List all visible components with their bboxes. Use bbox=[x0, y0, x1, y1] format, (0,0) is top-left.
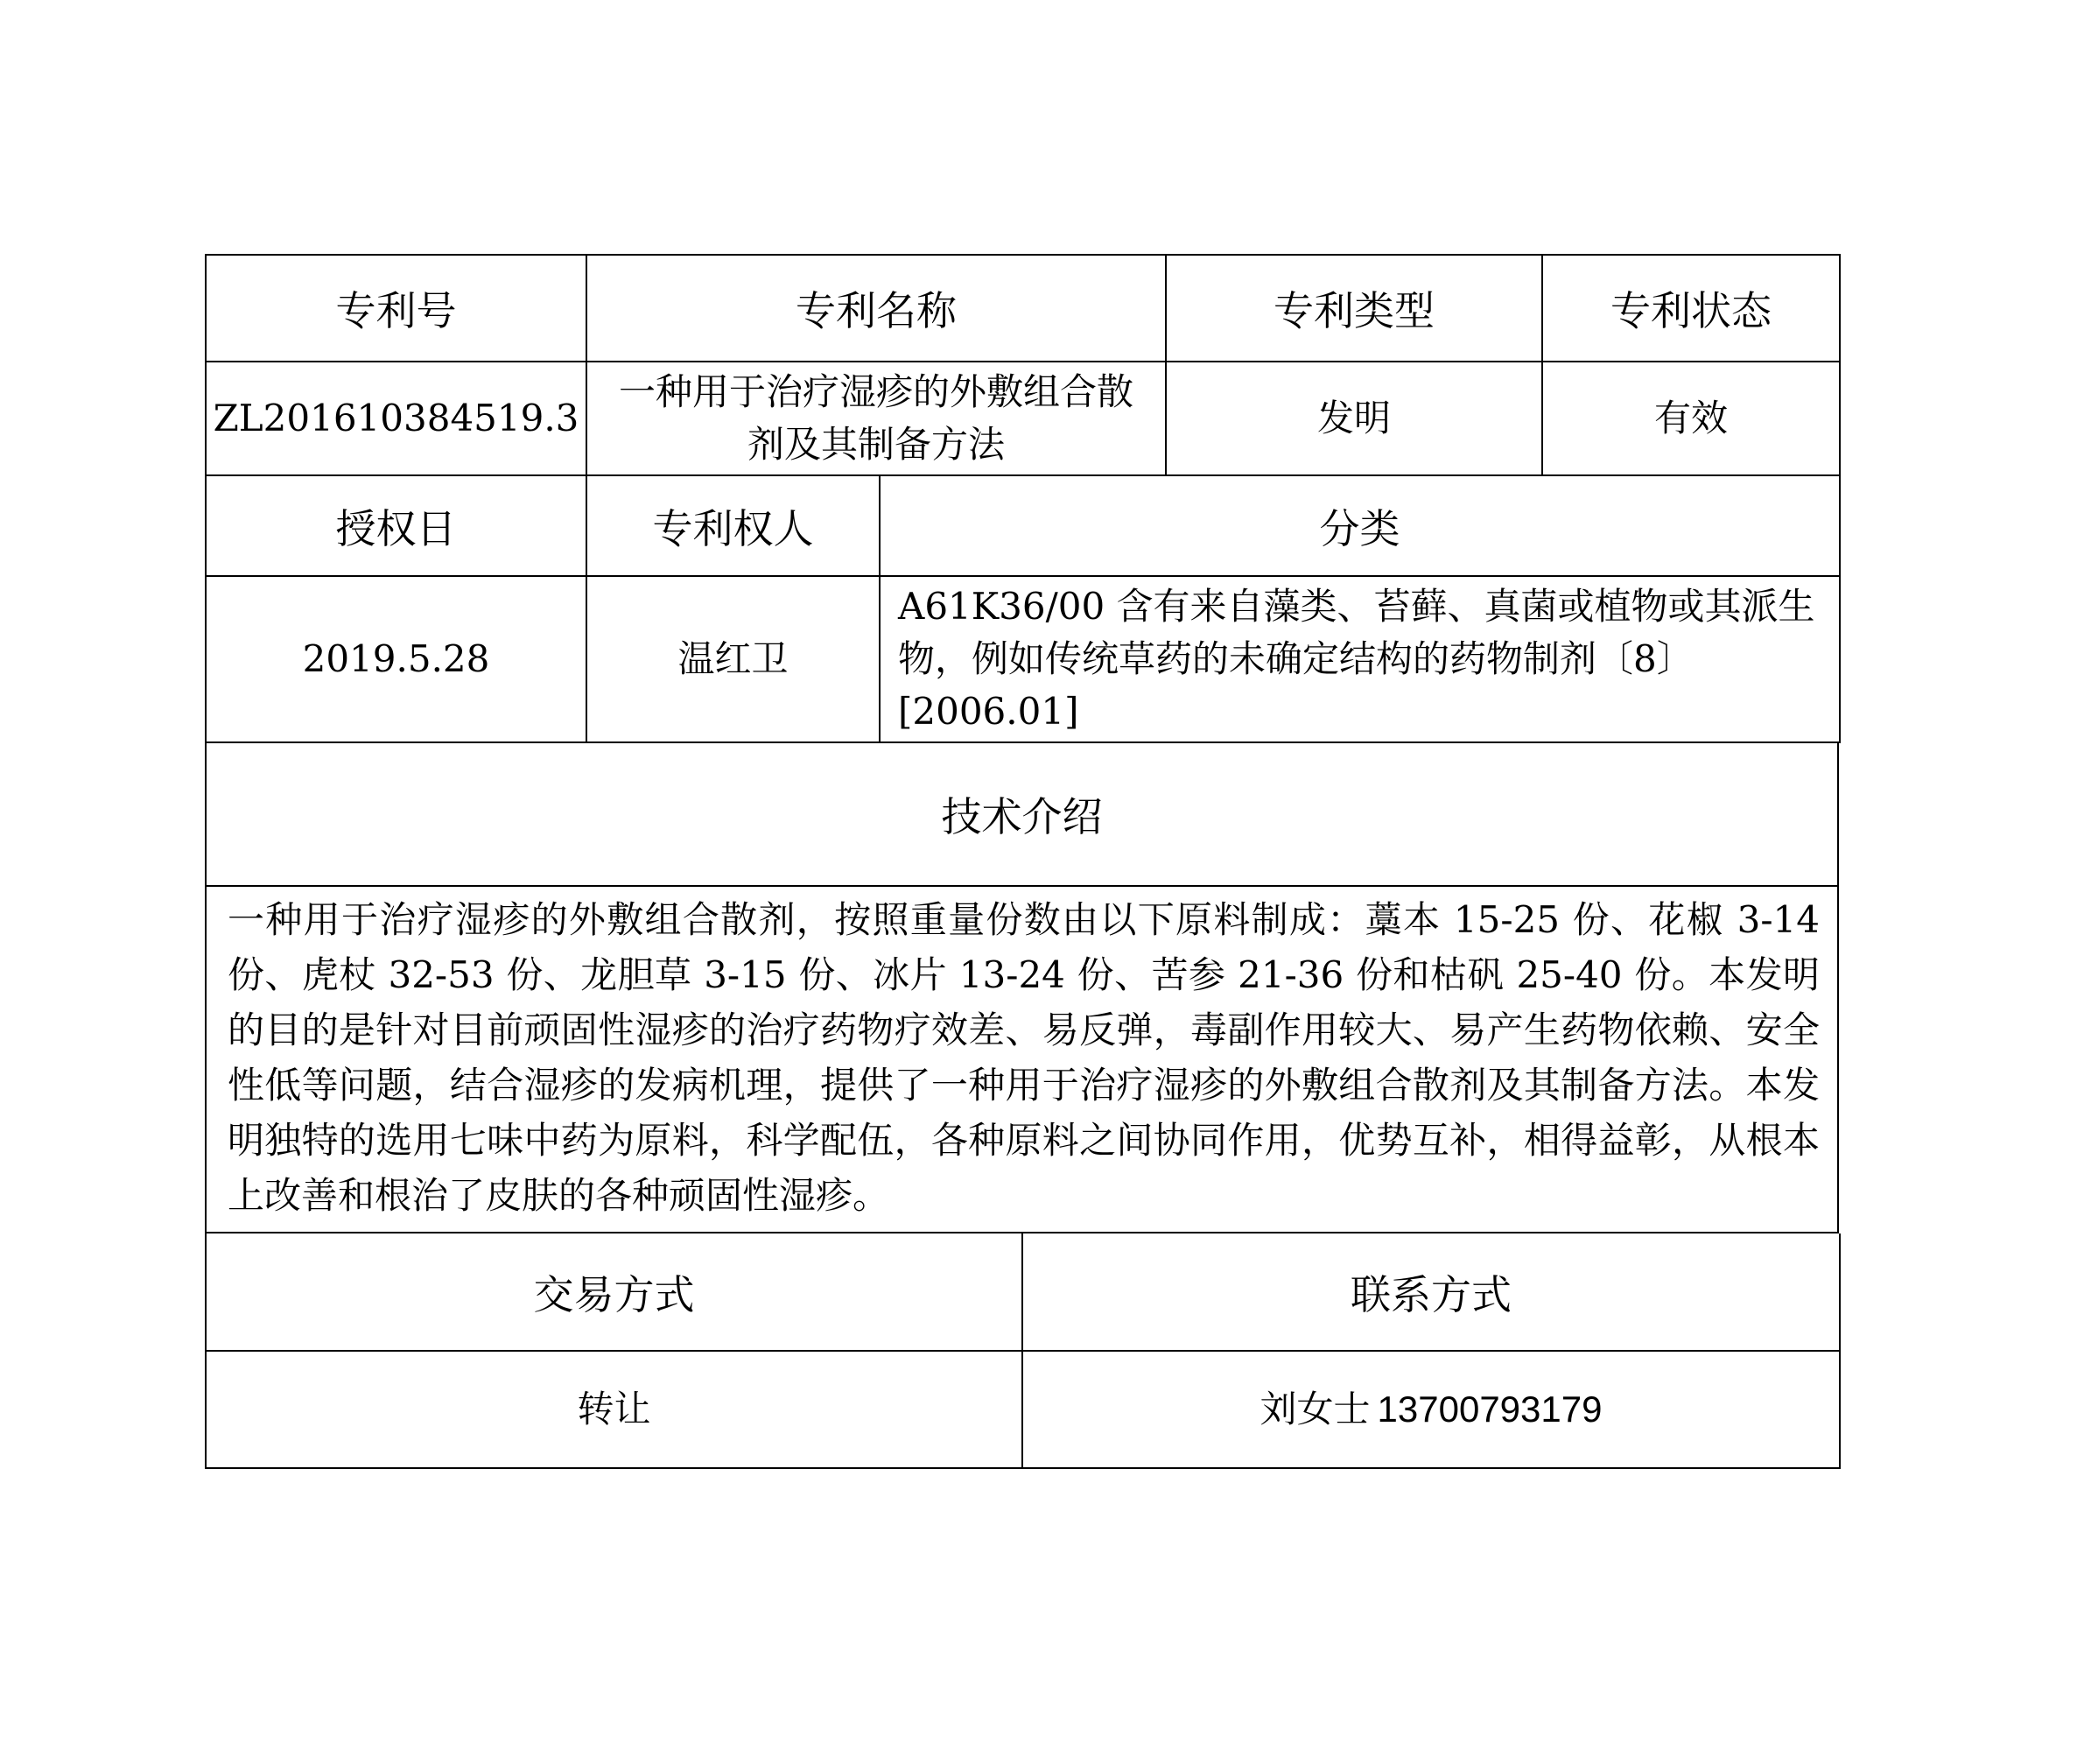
tech-intro-header: 技术介绍 bbox=[206, 743, 1838, 886]
trade-contact-section bbox=[205, 1233, 1841, 1469]
patent-name-value: 一种用于治疗湿疹的外敷组合散剂及其制备方法 bbox=[586, 362, 1166, 475]
header-row-basic bbox=[206, 255, 1840, 362]
grant-date-value: 2019.5.28 bbox=[206, 576, 586, 742]
tech-intro-header-row bbox=[206, 743, 1838, 886]
patent-name-header: 专利名称 bbox=[586, 255, 1166, 362]
contact-value bbox=[1022, 1351, 1840, 1468]
contact-header: 联系方式 bbox=[1022, 1233, 1840, 1351]
header-row-grant bbox=[206, 476, 1840, 576]
contact-name: 刘女士 bbox=[1260, 1388, 1371, 1430]
patent-no-value: ZL201610384519.3 bbox=[206, 362, 586, 475]
contact-phone: 13700793179 bbox=[1377, 1388, 1603, 1430]
value-row-basic bbox=[206, 362, 1840, 475]
header-row-trade bbox=[206, 1233, 1840, 1351]
value-row-grant bbox=[206, 576, 1840, 742]
tech-intro-section bbox=[205, 743, 1839, 1233]
patent-info-table bbox=[205, 254, 1839, 1469]
classification-header: 分类 bbox=[880, 476, 1840, 576]
patent-no-header: 专利号 bbox=[206, 255, 586, 362]
patent-basic-section bbox=[205, 254, 1841, 476]
tech-intro-body-row bbox=[206, 886, 1838, 1233]
patentee-value: 温红卫 bbox=[586, 576, 880, 742]
patent-status-header: 专利状态 bbox=[1542, 255, 1840, 362]
value-row-trade bbox=[206, 1351, 1840, 1468]
grant-date-header: 授权日 bbox=[206, 476, 586, 576]
patent-type-header: 专利类型 bbox=[1166, 255, 1542, 362]
patent-type-value: 发明 bbox=[1166, 362, 1542, 475]
classification-value: A61K36/00 含有来自藻类、苔藓、真菌或植物或其派生物，例如传统草药的未确定结构的药物制剂〔8〕[2006.01] bbox=[880, 576, 1840, 742]
patent-grant-section bbox=[205, 476, 1841, 743]
patent-status-value: 有效 bbox=[1542, 362, 1840, 475]
patentee-header: 专利权人 bbox=[586, 476, 880, 576]
tech-intro-text: 一种用于治疗湿疹的外敷组合散剂，按照重量份数由以下原料制成：藁本 15-25 份、花椒 3-14 份、虎杖 32-53 份、龙胆草 3-15 份、冰片 13-24 份、苦参 21-36 份和枯矾 25-40 份。本发明的目的是针对目前顽固性湿疹的治疗药物疗效差、易反弹，毒副作用较大、易产生药物依赖、安全性低等问题，结合湿疹的发病机理，提供了一种用于治疗湿疹的外敷组合散剂及其制备方法。本发明独特的选用七味中药为原料，科学配伍，各种原料之间协同作用，优势互补，相得益彰，从根本上改善和根治了皮肤的各种顽固性湿疹。 bbox=[206, 886, 1838, 1233]
trade-method-header: 交易方式 bbox=[206, 1233, 1022, 1351]
trade-method-value: 转让 bbox=[206, 1351, 1022, 1468]
